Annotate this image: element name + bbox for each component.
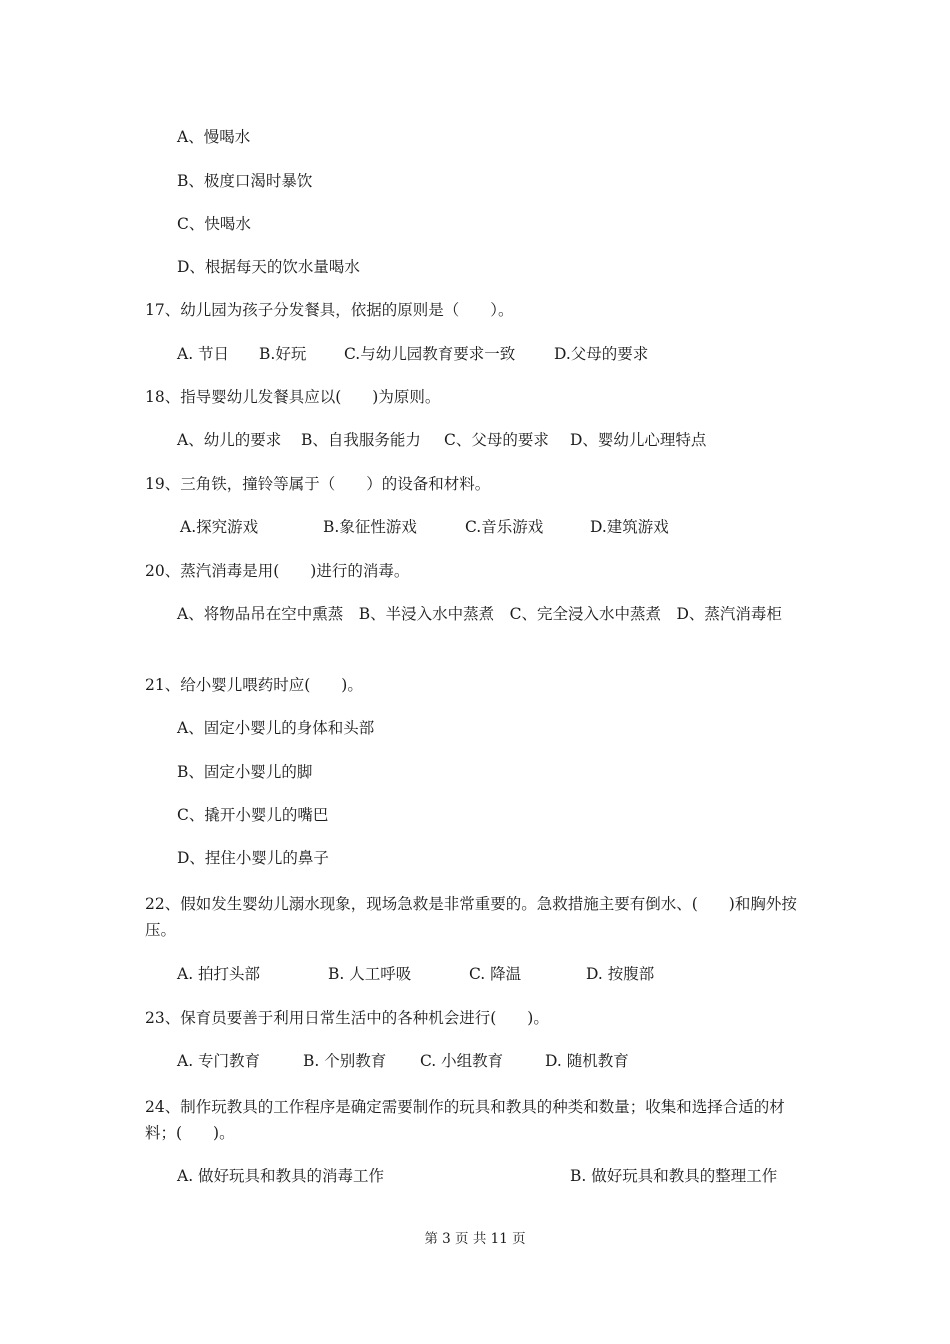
q16-option-c: C、快喝水 <box>177 215 251 233</box>
q19-option-b: B.象征性游戏 <box>323 518 417 536</box>
q20-options: A、将物品吊在空中熏蒸 B、半浸入水中蒸煮 C、完全浸入水中蒸煮 D、蒸汽消毒柜 <box>177 605 782 623</box>
q22-option-a: A. 拍打头部 <box>177 965 261 983</box>
q17-option-b: B.好玩 <box>259 345 307 363</box>
q21-option-c: C、撬开小婴儿的嘴巴 <box>177 806 329 824</box>
q16-option-d: D、根据每天的饮水量喝水 <box>177 258 360 276</box>
q18-option-a: A、幼儿的要求 <box>177 431 282 449</box>
q20-stem: 20、蒸汽消毒是用( )进行的消毒。 <box>145 562 410 580</box>
q24-stem: 24、制作玩教具的工作程序是确定需要制作的玩具和教具的种类和数量；收集和选择合适的材料；( )。 <box>145 1098 785 1142</box>
q23-option-c: C. 小组教育 <box>420 1052 504 1070</box>
q19-option-d: D.建筑游戏 <box>590 518 669 536</box>
q16-option-a: A、慢喝水 <box>177 128 251 146</box>
q17-option-d: D.父母的要求 <box>554 345 649 363</box>
q22-stem: 22、假如发生婴幼儿溺水现象，现场急救是非常重要的。急救措施主要有倒水、( )和胸外按压。 <box>145 895 797 939</box>
q21-option-a: A、固定小婴儿的身体和头部 <box>177 719 375 737</box>
q24-option-b: B. 做好玩具和教具的整理工作 <box>570 1167 778 1185</box>
q24-option-a: A. 做好玩具和教具的消毒工作 <box>177 1167 385 1185</box>
q17-option-a: A. 节日 <box>177 345 230 363</box>
q19-option-a: A.探究游戏 <box>180 518 259 536</box>
q23-option-b: B. 个别教育 <box>303 1052 387 1070</box>
q22-option-c: C. 降温 <box>469 965 522 983</box>
q21-stem: 21、给小婴儿喂药时应( )。 <box>145 676 363 694</box>
q17-stem: 17、幼儿园为孩子分发餐具，依据的原则是（ ）。 <box>145 301 514 319</box>
q19-stem: 19、三角铁，撞铃等属于（ ）的设备和材料。 <box>145 475 491 493</box>
q18-stem: 18、指导婴幼儿发餐具应以( )为原则。 <box>145 388 441 406</box>
q18-option-b: B、自我服务能力 <box>301 431 421 449</box>
q23-option-a: A. 专门教育 <box>177 1052 261 1070</box>
q23-stem: 23、保育员要善于利用日常生活中的各种机会进行( )。 <box>145 1009 549 1027</box>
q18-option-d: D、婴幼儿心理特点 <box>570 431 707 449</box>
page-footer: 第 3 页 共 11 页 <box>424 1231 526 1247</box>
q17-option-c: C.与幼儿园教育要求一致 <box>344 345 516 363</box>
q22-option-d: D. 按腹部 <box>586 965 655 983</box>
q16-option-b: B、极度口渴时暴饮 <box>177 172 313 190</box>
q18-option-c: C、父母的要求 <box>444 431 549 449</box>
q19-option-c: C.音乐游戏 <box>465 518 544 536</box>
q21-option-d: D、捏住小婴儿的鼻子 <box>177 849 329 867</box>
q22-option-b: B. 人工呼吸 <box>328 965 412 983</box>
q21-option-b: B、固定小婴儿的脚 <box>177 763 313 781</box>
q23-option-d: D. 随机教育 <box>545 1052 629 1070</box>
